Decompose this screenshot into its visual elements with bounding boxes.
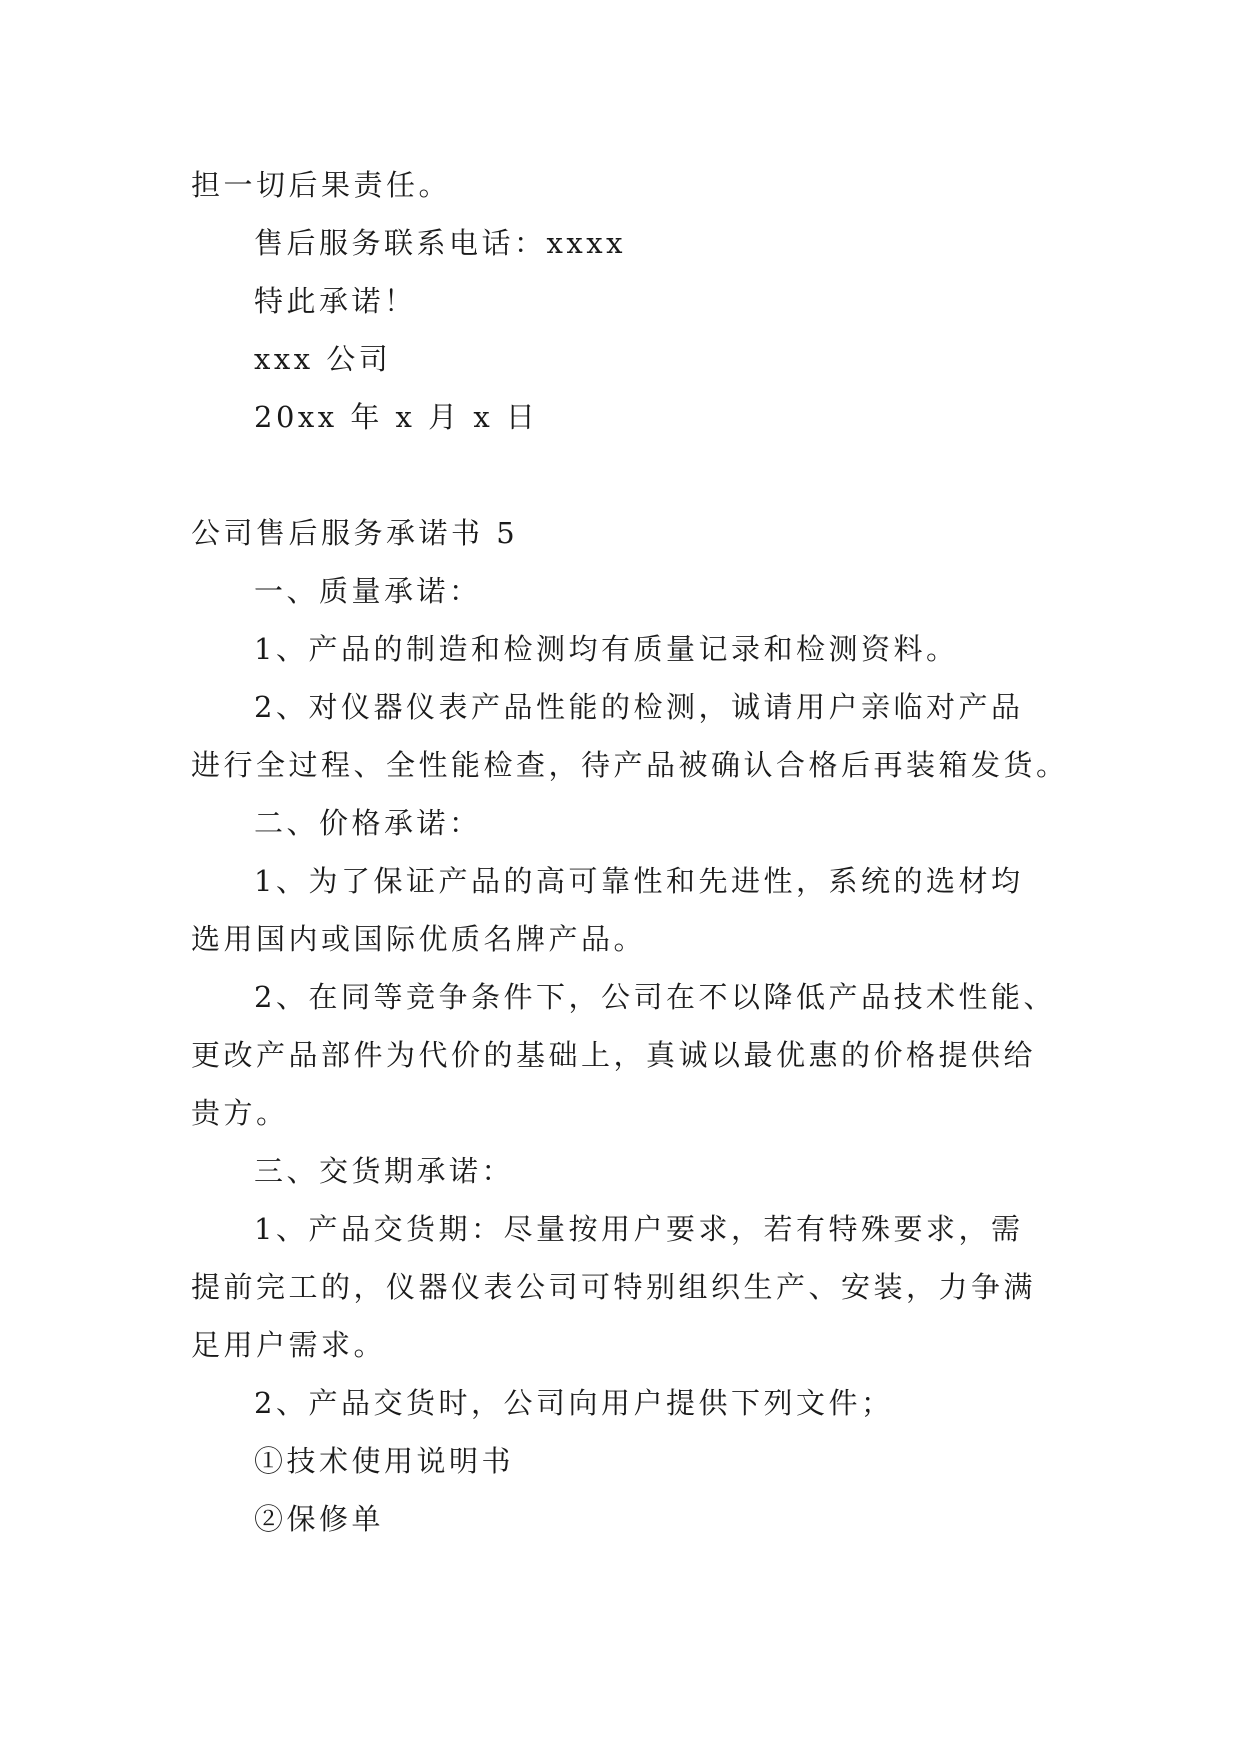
continuation-block (191, 156, 1061, 446)
section-title: 公司售后服务承诺书 5 (191, 516, 519, 550)
company-signature: xxx 公司 (254, 342, 392, 376)
paragraph-line: 2、对仪器仪表产品性能的检测，诚请用户亲临对产品 (254, 690, 1024, 724)
paragraph-line: 2、在同等竞争条件下，公司在不以降低产品技术性能、 (254, 980, 1056, 1014)
paragraph-line: 2、产品交货时，公司向用户提供下列文件； (254, 1386, 894, 1420)
paragraph-line: 1、为了保证产品的高可靠性和先进性，系统的选材均 (254, 864, 1024, 898)
list-item: ①技术使用说明书 (254, 1444, 515, 1478)
signature-date: 20xx 年 x 月 x 日 (254, 400, 539, 434)
paragraph-line: 1、产品交货期：尽量按用户要求，若有特殊要求，需 (254, 1212, 1024, 1246)
quality-heading: 一、质量承诺： (254, 574, 482, 608)
delivery-heading: 三、交货期承诺： (254, 1154, 515, 1188)
paragraph-line: 更改产品部件为代价的基础上，真诚以最优惠的价格提供给 (191, 1038, 1037, 1072)
paragraph-line: 贵方。 (191, 1096, 289, 1130)
list-item: ②保修单 (254, 1502, 385, 1536)
paragraph-line: 提前完工的，仪器仪表公司可特别组织生产、安装，力争满 (191, 1270, 1037, 1304)
section-block (191, 504, 1069, 1548)
paragraph-line: 足用户需求。 (191, 1328, 387, 1362)
phone-line: 售后服务联系电话：xxxx (254, 226, 626, 260)
price-heading: 二、价格承诺： (254, 806, 482, 840)
continuation-line: 担一切后果责任。 (191, 168, 452, 202)
paragraph-line: 选用国内或国际优质名牌产品。 (191, 922, 647, 956)
paragraph-line: 1、产品的制造和检测均有质量记录和检测资料。 (254, 632, 959, 666)
paragraph-line: 进行全过程、全性能检查，待产品被确认合格后再装箱发货。 (191, 748, 1069, 782)
closing-line: 特此承诺！ (254, 284, 417, 318)
